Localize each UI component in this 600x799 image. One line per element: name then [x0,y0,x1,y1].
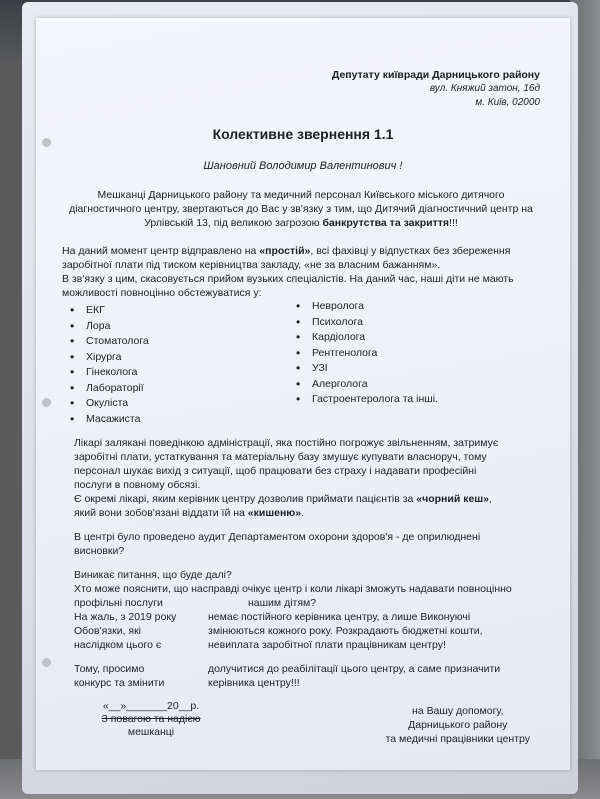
specialists-list-left [66,303,149,427]
specialists-list-right [292,299,438,408]
recipient-city: м. Київ, 02000 [475,97,540,108]
list-item: • Алерголога [312,377,438,393]
list-item: • Окуліста [86,396,149,412]
letter-title: Колективне звернення 1.1 [212,126,394,142]
list-item: • Гінеколога [86,365,149,381]
list-item: • Стоматолога [86,334,149,350]
paragraph-administration: Лікарі залякані поведінкою адміністрації, яка постійно погрожує звільненням, затримує заробітні плати, устаткування та матеріальну базу змушує купувати власноруч, тому персонал шукає вихід з ситуації, щоб працювати без страху і надавати професійні послуги в повному обсязі. Є окремі лікарі, яким керівник центру дозволив приймати пацієнтів за «чорний кеш», який вони зобов'язані віддати їй на «кишеню». [74,437,499,519]
regards-text: З повагою та надією [101,713,201,725]
list-item: • Кардіолога [312,330,438,346]
list-item: • Лабораторії [86,381,149,397]
list-item: • ЕКГ [86,303,149,319]
paragraph-questions: Виникає питання, що буде далі? Хто може пояснити, що насправді очікує центр і коли лікарі зможуть надавати повноцінно [74,569,512,595]
list-item: • Психолога [312,315,438,331]
list-item: • Масажиста [86,412,149,428]
recipient-name: Депутату київради Дарницького району [331,69,540,81]
closing-block: на Вашу допомогу, Дарницького району та медичні працівники центру [385,705,530,745]
questions-left-column: профільні послуги На жаль, з 2019 року Обов'язки, які наслідком цього є Тому, просимо конкурс та змінити [74,597,177,689]
signature-block [86,700,216,739]
questions-right-column: нашим дітям? немає постійного керівника центру, а лише Виконуючі змінюються кожного року. Розкрадають бюджетні кошти, невиплата заробітної плати працівникам центру! долучитися до реабілітації цього центру, а саме призначити керівника центру!!! [208,597,501,689]
list-item: • Рентгенолога [312,346,438,362]
date-line: «__»_______20__р. [102,700,200,712]
list-item: • Гастроентеролога та інші. [312,392,438,408]
list-item: • Лора [86,319,149,335]
signature-who: мешканці [127,726,175,738]
punch-hole [42,658,51,667]
paragraph-situation: На даний момент центр відправлено на «простій», всі фахівці у відпустках без збереження заробітної плати під тиском керівництва закладу, «не за власним бажанням». В зв'язку з цим, скасовується прийом вузьких спеціалістів. На даний час, наші діти не мають можливості повноцінно обстежуватися у: [62,245,514,299]
paragraph-audit: В центрі було проведено аудит Департаментом охорони здоров'я - де оприлюднені висновки? [74,531,481,557]
punch-hole [42,398,51,407]
paragraph-intro: Мешканці Дарницького району та медичний персонал Київського міського дитячого діагностичного центру, звертаються до Вас у зв'язку з тим, що Дитячий діагностичний центр на Урлівській 13, під великою загрозою банкрутства та закриття!!! [69,189,533,229]
recipient-street: вул. Княжий затон, 16д [429,83,540,94]
list-item: • УЗІ [312,361,438,377]
list-item: • Хірурга [86,350,149,366]
recipient-address [332,68,540,110]
letter-page [36,18,570,770]
greeting: Шановний Володимир Валентинович ! [203,160,403,172]
list-item: • Невролога [312,299,438,315]
